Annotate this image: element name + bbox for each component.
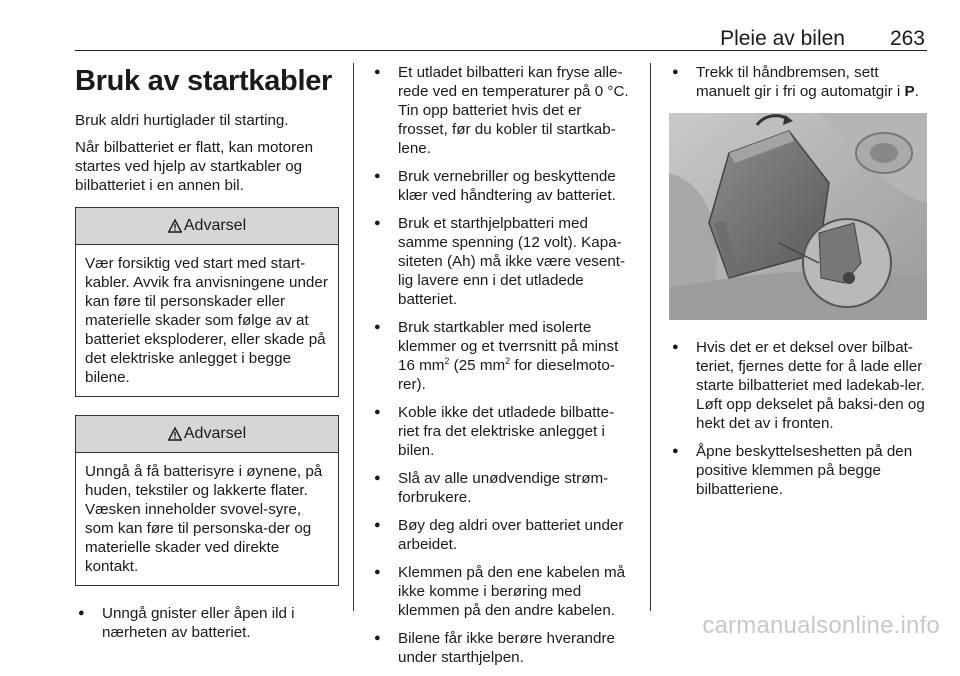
warning-heading: Advarsel [183, 217, 247, 234]
warning-box [75, 415, 339, 586]
page-title: Bruk av startkabler [75, 65, 333, 97]
gear-position-label: P [904, 83, 915, 100]
page-header [75, 0, 927, 51]
bullet-list [75, 604, 340, 642]
bullet-list [669, 338, 929, 499]
section-title: Pleie av bilen [720, 27, 845, 50]
paragraph: Når bilbatteriet er flatt, kan motoren startes ved hjelp av startkabler og bilbatteriet i en annen bil. [75, 139, 314, 194]
warning-header [76, 416, 338, 453]
warning-text: Unngå å få batterisyre i øynene, på huden, tekstiler og lakkerte flater. Væsken inneholder svovel-syre, som kan føre til personska-der og materielle skader ved direkte kontakt. [85, 463, 323, 575]
list-item: ● Åpne beskyttelseshetten på den positive klemmen på begge bilbatteriene. [669, 442, 929, 499]
bullet-list [669, 63, 929, 101]
list-item [371, 318, 633, 394]
column-right [669, 63, 929, 508]
list-item: ● Slå av alle unødvendige strøm-forbrukere. [371, 469, 633, 507]
paragraph: Bruk aldri hurtiglader til starting. [75, 112, 289, 129]
page-number: 263 [889, 27, 925, 50]
list-item: ● Koble ikke det utladede bilbatte-riet fra det elektriske anlegget i bilen. [371, 403, 633, 460]
list-item: ● Unngå gnister eller åpen ild i nærheten av batteriet. [75, 604, 340, 642]
warning-box [75, 207, 339, 397]
list-item: ● Bruk et starthjelpbatteri med samme spenning (12 volt). Kapa-siteten (Ah) må ikke være vesent-lig lavere enn i det utladede batteriet. [371, 214, 633, 309]
warning-triangle-icon [168, 219, 182, 233]
list-item: ● Bruk vernebriller og beskyttende klær ved håndtering av batteriet. [371, 167, 633, 205]
list-text: (25 mm [449, 357, 506, 374]
list-item: ● Bøy deg aldri over batteriet under arbeidet. [371, 516, 633, 554]
list-text: Bruk startkabler med isolerte klemmer og et tverrsnitt på minst 16 mm [398, 319, 619, 374]
warning-text: Vær forsiktig ved start med start-kabler. Avvik fra anvisningene under kan føre til personskader eller materielle skader som følge av at batteriet eksploderer, eller skade på det elektriske anlegget i begge bilene. [85, 255, 328, 386]
list-text: for dieselmoto-rer). [398, 357, 615, 393]
superscript: 2 [444, 355, 450, 366]
list-text: Trekk til håndbremsen, sett manuelt gir i fri og automatgir i [696, 64, 905, 100]
warning-heading: Advarsel [183, 425, 247, 442]
list-item [669, 63, 929, 101]
list-text: . [914, 83, 919, 100]
superscript: 2 [505, 355, 511, 366]
bullet-list [371, 63, 633, 667]
list-item: ● Et utladet bilbatteri kan fryse alle-rede ved en temperaturer på 0 °C. Tin opp batteriet hvis det er frosset, før du kobler til startkab-lene. [371, 63, 633, 158]
list-item: ● Bilene får ikke berøre hverandre under starthjelpen. [371, 629, 633, 667]
watermark: carmanualsonline.info [702, 612, 940, 639]
column-divider [650, 63, 651, 611]
warning-header [76, 208, 338, 245]
column-left [75, 63, 340, 651]
warning-triangle-icon [168, 427, 182, 441]
battery-cover-illustration [669, 113, 927, 320]
column-middle [371, 63, 633, 676]
column-divider [353, 63, 354, 611]
list-item: ● Klemmen på den ene kabelen må ikke komme i berøring med klemmen på den andre kabelen. [371, 563, 633, 620]
list-item: ● Hvis det er et deksel over bilbat-teriet, fjernes dette for å lade eller starte bilbatteriet med ladekab-ler. Løft opp dekselet på baksi-den og hekt det av i fronten. [669, 338, 929, 433]
